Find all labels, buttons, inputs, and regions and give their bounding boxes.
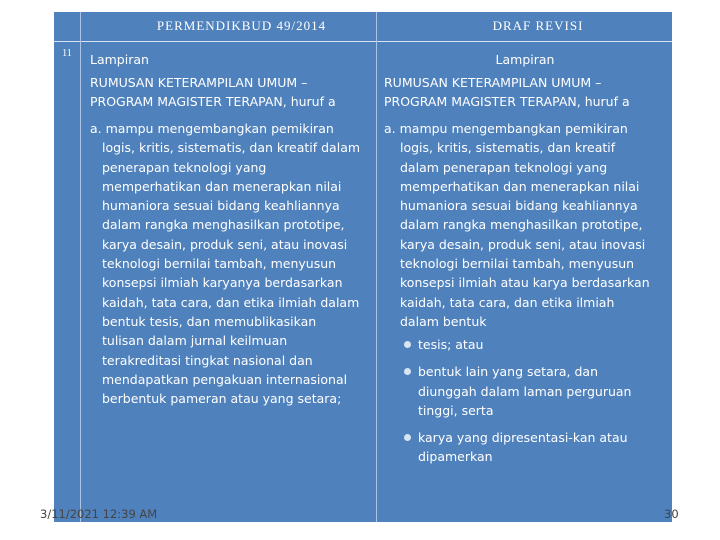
bullet-line: tesis; atau: [418, 337, 484, 352]
bullet-item: [402, 362, 662, 420]
slide-date: 3/11/2021 12:39 AM: [40, 507, 158, 521]
left-lampiran: Lampiran: [90, 52, 149, 67]
right-bullet-list: [402, 335, 662, 475]
bullet-item: [402, 335, 662, 354]
right-heading-line: RUMUSAN KETERAMPILAN UMUM –: [384, 75, 602, 90]
right-lampiran: Lampiran: [495, 52, 555, 67]
bullet-icon: [404, 368, 411, 375]
right-item-line: kaidah, tata cara, dan etika ilmiah: [400, 294, 615, 310]
header-divider: [54, 41, 672, 42]
left-item-line: teknologi bernilai tambah, menyusun: [102, 256, 337, 272]
header-right: DRAF REVISI: [404, 12, 672, 40]
bullet-line: dipamerkan: [418, 449, 493, 465]
right-item-line: humaniora sesuai bidang keahliannya: [400, 198, 638, 214]
left-heading-line: PROGRAM MAGISTER TERAPAN, huruf a: [90, 94, 336, 110]
bullet-line: bentuk lain yang setara, dan: [418, 364, 598, 380]
right-heading-line: PROGRAM MAGISTER TERAPAN, huruf a: [384, 94, 630, 110]
left-item-line: bentuk tesis, dan memublikasikan: [102, 313, 317, 329]
bullet-icon: [404, 341, 411, 348]
left-item-line: dalam rangka menghasilkan prototipe,: [102, 217, 345, 233]
header-left: PERMENDIKBUD 49/2014: [80, 12, 403, 40]
left-item-line: tulisan dalam jurnal keilmuan: [102, 333, 288, 349]
right-item-line: teknologi bernilai tambah, menyusun: [400, 256, 635, 272]
bullet-item: [402, 428, 662, 467]
right-item-line: dalam rangka menghasilkan prototipe,: [400, 217, 643, 233]
right-item-line: logis, kritis, sistematis, dan kreatif: [400, 140, 616, 156]
left-item-line: mendapatkan pengakuan internasional: [102, 371, 348, 387]
left-item-line: penerapan teknologi yang: [102, 159, 267, 175]
left-item-line: karya desain, produk seni, atau inovasi: [102, 236, 348, 252]
left-item-line: logis, kritis, sistematis, dan kreatif dalam: [102, 140, 361, 156]
left-item-a: [90, 119, 360, 408]
left-item-line: humaniora sesuai bidang keahliannya: [102, 198, 340, 214]
right-item-line: a. mampu mengembangkan pemikiran: [384, 121, 628, 136]
left-item-line: memperhatikan dan menerapkan nilai: [102, 178, 342, 194]
left-heading-line: RUMUSAN KETERAMPILAN UMUM –: [90, 75, 308, 90]
right-item-line: karya desain, produk seni, atau inovasi: [400, 236, 646, 252]
right-item-line: memperhatikan dan menerapkan nilai: [400, 178, 640, 194]
left-item-line: a. mampu mengembangkan pemikiran: [90, 121, 334, 136]
left-item-line: terakreditasi tingkat nasional dan: [102, 352, 313, 368]
left-item-line: kaidah, tata cara, dan etika ilmiah dalam: [102, 294, 360, 310]
column-divider-2: [376, 12, 377, 522]
right-item-line: konsepsi ilmiah atau karya berdasarkan: [400, 275, 650, 291]
left-heading: [90, 73, 336, 112]
row-number: 11: [62, 48, 72, 59]
left-item-line: konsepsi ilmiah karyanya berdasarkan: [102, 275, 343, 291]
right-item-line: dalam penerapan teknologi yang: [400, 159, 608, 175]
right-item-a: [384, 119, 650, 331]
bullet-line: karya yang dipresentasi-kan atau: [418, 430, 628, 446]
column-divider-1: [80, 12, 81, 522]
right-item-line: dalam bentuk: [400, 313, 487, 329]
bullet-icon: [404, 434, 411, 441]
left-item-line: berbentuk pameran atau yang setara;: [102, 391, 342, 407]
right-heading: [384, 73, 630, 112]
bullet-line: tinggi, serta: [418, 402, 494, 418]
slide-number: 30: [664, 507, 679, 521]
bullet-line: diunggah dalam laman perguruan: [418, 383, 632, 399]
